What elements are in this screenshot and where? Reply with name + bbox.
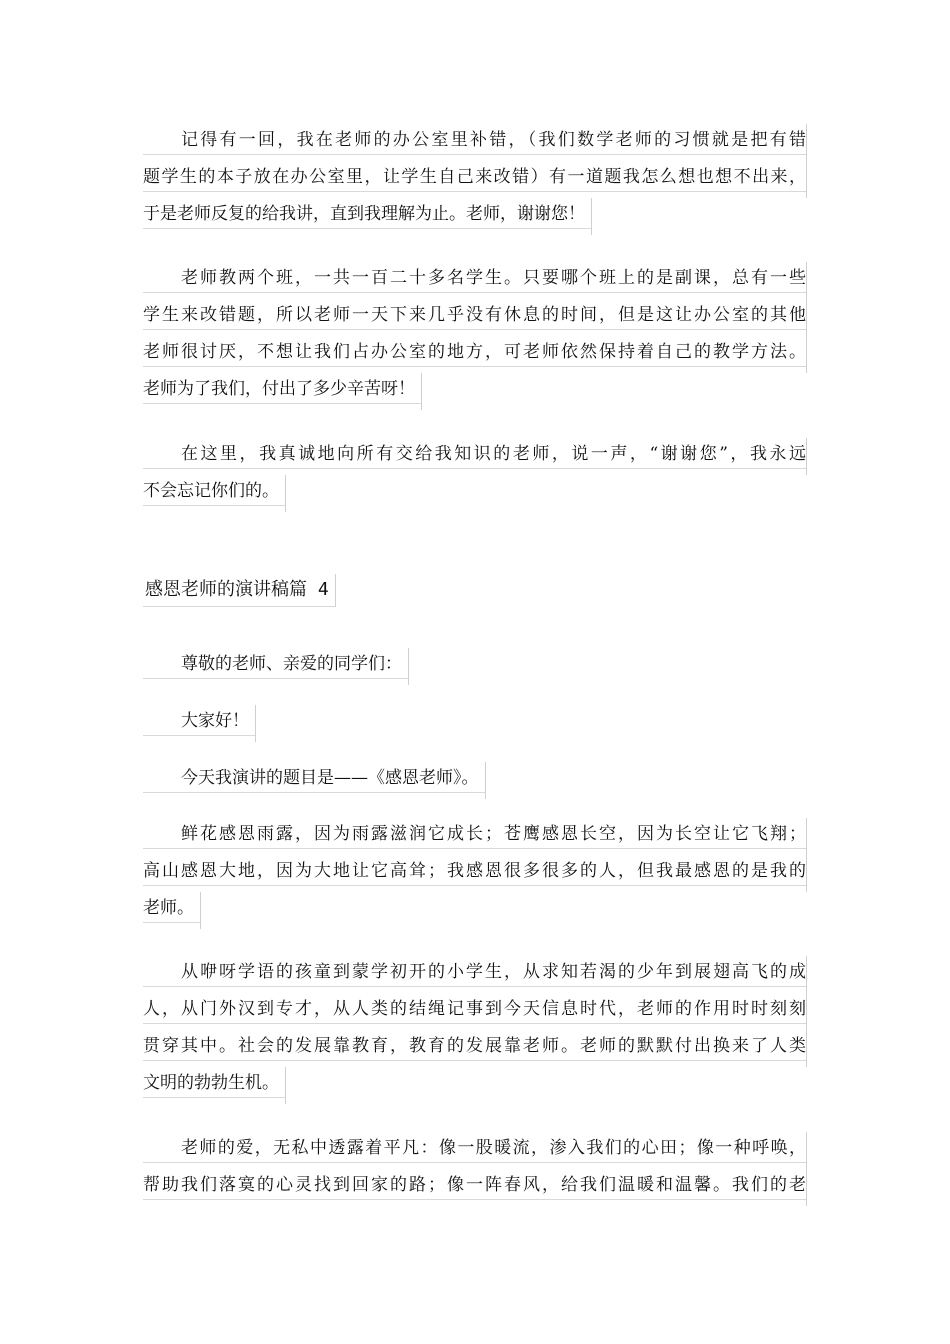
paragraph-3 bbox=[143, 438, 807, 516]
paragraph-line: 今天我演讲的题目是——《感恩老师》。 bbox=[143, 762, 486, 799]
paragraph-line: 记得有一回，我在老师的办公室里补错，（我们数学老师的习惯就是把有错 bbox=[143, 124, 807, 161]
paragraph-line: 老师为了我们，付出了多少辛苦呀！ bbox=[143, 373, 422, 410]
paragraph-line: 于是老师反复的给我讲，直到我理解为止。老师，谢谢您！ bbox=[143, 198, 592, 235]
paragraph-line: 老师。 bbox=[143, 892, 201, 929]
paragraph-line: 题学生的本子放在办公室里，让学生自己来改错）有一道题我怎么想也想不出来， bbox=[143, 161, 807, 198]
speech-title-line bbox=[143, 762, 486, 803]
paragraph-line: 从咿呀学语的孩童到蒙学初开的小学生，从求知若渴的少年到展翅高飞的成 bbox=[143, 956, 807, 993]
paragraph-line: 大家好！ bbox=[143, 705, 256, 742]
paragraph-line: 高山感恩大地，因为大地让它高耸；我感恩很多很多的人，但我最感恩的是我的 bbox=[143, 855, 807, 892]
paragraph-line: 老师的爱，无私中透露着平凡：像一股暖流，渗入我们的心田；像一种呼唤， bbox=[143, 1132, 807, 1169]
paragraph-line: 鲜花感恩雨露，因为雨露滋润它成长；苍鹰感恩长空，因为长空让它飞翔； bbox=[143, 818, 807, 855]
paragraph-line: 贯穿其中。社会的发展靠教育，教育的发展靠老师。老师的默默付出换来了人类 bbox=[143, 1030, 807, 1067]
paragraph-2 bbox=[143, 262, 807, 414]
paragraph-4 bbox=[143, 818, 807, 933]
paragraph-line: 人，从门外汉到专才，从人类的结绳记事到今天信息时代，老师的作用时时刻刻 bbox=[143, 993, 807, 1030]
greeting bbox=[143, 705, 256, 746]
paragraph-1 bbox=[143, 124, 807, 239]
paragraph-line: 尊敬的老师、亲爱的同学们： bbox=[143, 648, 409, 685]
paragraph-5 bbox=[143, 956, 807, 1108]
paragraph-6 bbox=[143, 1132, 807, 1206]
paragraph-line: 不会忘记你们的。 bbox=[143, 475, 286, 512]
paragraph-line: 文明的勃勃生机。 bbox=[143, 1067, 286, 1104]
paragraph-line: 帮助我们落寞的心灵找到回家的路；像一阵春风，给我们温暖和温馨。我们的老 bbox=[143, 1169, 807, 1206]
section-heading: 感恩老师的演讲稿篇 4 bbox=[143, 574, 336, 607]
paragraph-line: 老师很讨厌，不想让我们占办公室的地方，可老师依然保持着自己的教学方法。 bbox=[143, 336, 807, 373]
salutation bbox=[143, 648, 409, 689]
paragraph-line: 老师教两个班，一共一百二十多名学生。只要哪个班上的是副课，总有一些 bbox=[143, 262, 807, 299]
paragraph-line: 学生来改错题，所以老师一天下来几乎没有休息的时间，但是这让办公室的其他 bbox=[143, 299, 807, 336]
paragraph-line: 在这里，我真诚地向所有交给我知识的老师，说一声，“谢谢您”，我永远 bbox=[143, 438, 807, 475]
